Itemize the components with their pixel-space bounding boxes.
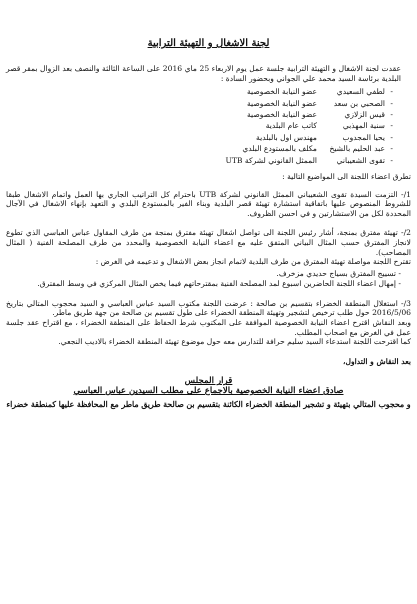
attendee-name: يحيا المجدوب bbox=[342, 132, 385, 142]
attendees-list bbox=[6, 86, 411, 166]
attendee-name: سنية المهذبي bbox=[342, 121, 385, 131]
attendee-item bbox=[6, 143, 393, 154]
document-page bbox=[6, 4, 411, 600]
attendee-role: الممثل القانوني لشركة UTB bbox=[225, 155, 317, 165]
attendee-item bbox=[6, 155, 393, 166]
decision-subtitle: صادق اعضاء النيابة الخصوصية بالاجماع على مطلب السيدين عباس العباسي bbox=[73, 386, 344, 397]
bullet: - bbox=[390, 155, 393, 165]
bullet: - bbox=[390, 132, 393, 142]
attendee-role: عضو النيابة الخصوصية bbox=[246, 110, 317, 119]
attendee-item bbox=[6, 98, 393, 109]
agenda-item-2 bbox=[6, 228, 411, 288]
decision-body: و محجوب المتالي بتهيئة و تشجير المنطقة الخضراء الكائنة بتقسيم بن صالحة طريق ماطر مع المحافظة عليها كمنطقة خضراء bbox=[6, 400, 411, 410]
item-subtext-2: كما اقترحت اللجنة استدعاء السيد سليم حرافة للتدارس معه حول موضوع تهيئة المنطقة الخضراء بالاديب النجعي. bbox=[58, 337, 411, 347]
agenda-item-1 bbox=[6, 190, 411, 219]
attendee-role: مكلف بالمستودع البلدي bbox=[242, 144, 317, 154]
attendee-item bbox=[6, 120, 393, 131]
attendee-name: لطفي السعيدي bbox=[336, 87, 385, 97]
bullet: - bbox=[390, 110, 393, 119]
item-body: التزمت السيدة تقوى الشعيباني الممثل القانوني لشركة UTB باحترام كل التراتيب الجاري بها العمل واتمام الاشغال طبقا للشروط المنصوص عليها باتفاقية استشارة تهيئة قصر البلدية وبناء الفير بالمستودع البلدي و التعهد بإنهاء الاشغال في الآجال المحددة لكل من الاستشارتين و في احسن الظروف. bbox=[6, 189, 411, 218]
attendee-item bbox=[6, 109, 393, 120]
attendee-role: مهندس اول بالبلدية bbox=[256, 132, 317, 142]
item-body: تهيئة مفترق بمنجة، أشار رئيس اللجنة الى تواصل اشغال تهيئة مفترق بمنجة من طرف المقاول عباس العباسي الذي تطوع لانجاز المفترق حسب المثال البياني المتفق عليه مع اعضاء النيابة الخصوصية والمحدد من طرف المصلحة الفنية ( المثال المصاحب). bbox=[6, 228, 411, 257]
document-title: لجنة الاشغال و التهيئة الترابية bbox=[147, 38, 270, 49]
agenda-item-3 bbox=[6, 299, 411, 347]
bullet: - bbox=[390, 121, 393, 131]
attendee-role: عضو النيابة الخصوصية bbox=[246, 87, 317, 97]
item-number: 1/- bbox=[401, 189, 411, 199]
attendee-name: تقوى الشعيباني bbox=[336, 155, 385, 165]
item-number: 2/- bbox=[401, 228, 412, 238]
attendee-role: كاتب عام البلدية bbox=[265, 121, 317, 131]
agenda-intro: تطرق اعضاء اللجنة الى المواضيع التالية : bbox=[282, 172, 411, 182]
closing-line: بعد النقاش و التداول، bbox=[343, 356, 411, 366]
agenda-item-text bbox=[6, 190, 411, 219]
agenda-item-text bbox=[6, 228, 411, 257]
attendee-name: الصحبي بن سعد bbox=[333, 98, 385, 108]
item-number: 3/- bbox=[401, 298, 412, 308]
decision-title: قرار المجلس bbox=[184, 376, 233, 387]
attendee-role: عضو النيابة الخصوصية bbox=[246, 98, 317, 108]
sub-item: - تسييج المفترق بسياج حديدي مزخرف. bbox=[276, 268, 401, 278]
decision-heading bbox=[6, 376, 411, 396]
item-subtext: تقترح اللجنة مواصلة تهيئة المفترق من طرف البلدية لاتمام انجاز بعض الاشغال و تدعيمه في الغرض : bbox=[95, 257, 411, 267]
attendee-name: قيس الزلازي bbox=[344, 110, 385, 119]
bullet: - bbox=[390, 98, 393, 108]
meeting-intro: عقدت لجنة الاشغال و التهيئة الترابية جلسة عمل يوم الاربعاء 25 ماي 2016 على الساعة الثالثة والنصف بعد الزوال بمقر قصر البلدية برئاسة السيد محمد علي الجواني وبحضور السادة : bbox=[6, 64, 401, 83]
attendee-name: عبد الحليم بالشيخ bbox=[329, 144, 385, 154]
sub-list bbox=[6, 269, 411, 289]
item-body: استغلال المنطقة الخضراء بتقسيم بن صالحة : عرضت اللجنة مكتوب السيد عباس العباسي و السيد محجوب المتالي بتاريخ 2016/5/06 حول طلب ترخيص لتشجير وتهيئة المنطقة الخضراء على طول تقسيم بن صالحة من جهة طريق ماطر. bbox=[6, 298, 411, 318]
bullet: - bbox=[390, 144, 393, 154]
attendee-item bbox=[6, 132, 393, 143]
attendee-item bbox=[6, 86, 393, 97]
bullet: - bbox=[390, 87, 393, 97]
agenda-item-text bbox=[6, 299, 411, 318]
sub-item: - إمهال اعضاء اللجنة الحاضرين اسبوع لمد المصلحة الفنية بمقترحاتهم فيما يخص المثال المركزي في وسط المفترق. bbox=[37, 278, 401, 288]
item-subtext: وبعد النقاش اقترح اعضاء النيابة الخصوصية الموافقة على المكتوب شرط الحفاظ على المنطقة الخضراء ، مع اقتراح عقد جلسة عمل في الغرض مع اصحاب المطلب. bbox=[6, 317, 411, 337]
